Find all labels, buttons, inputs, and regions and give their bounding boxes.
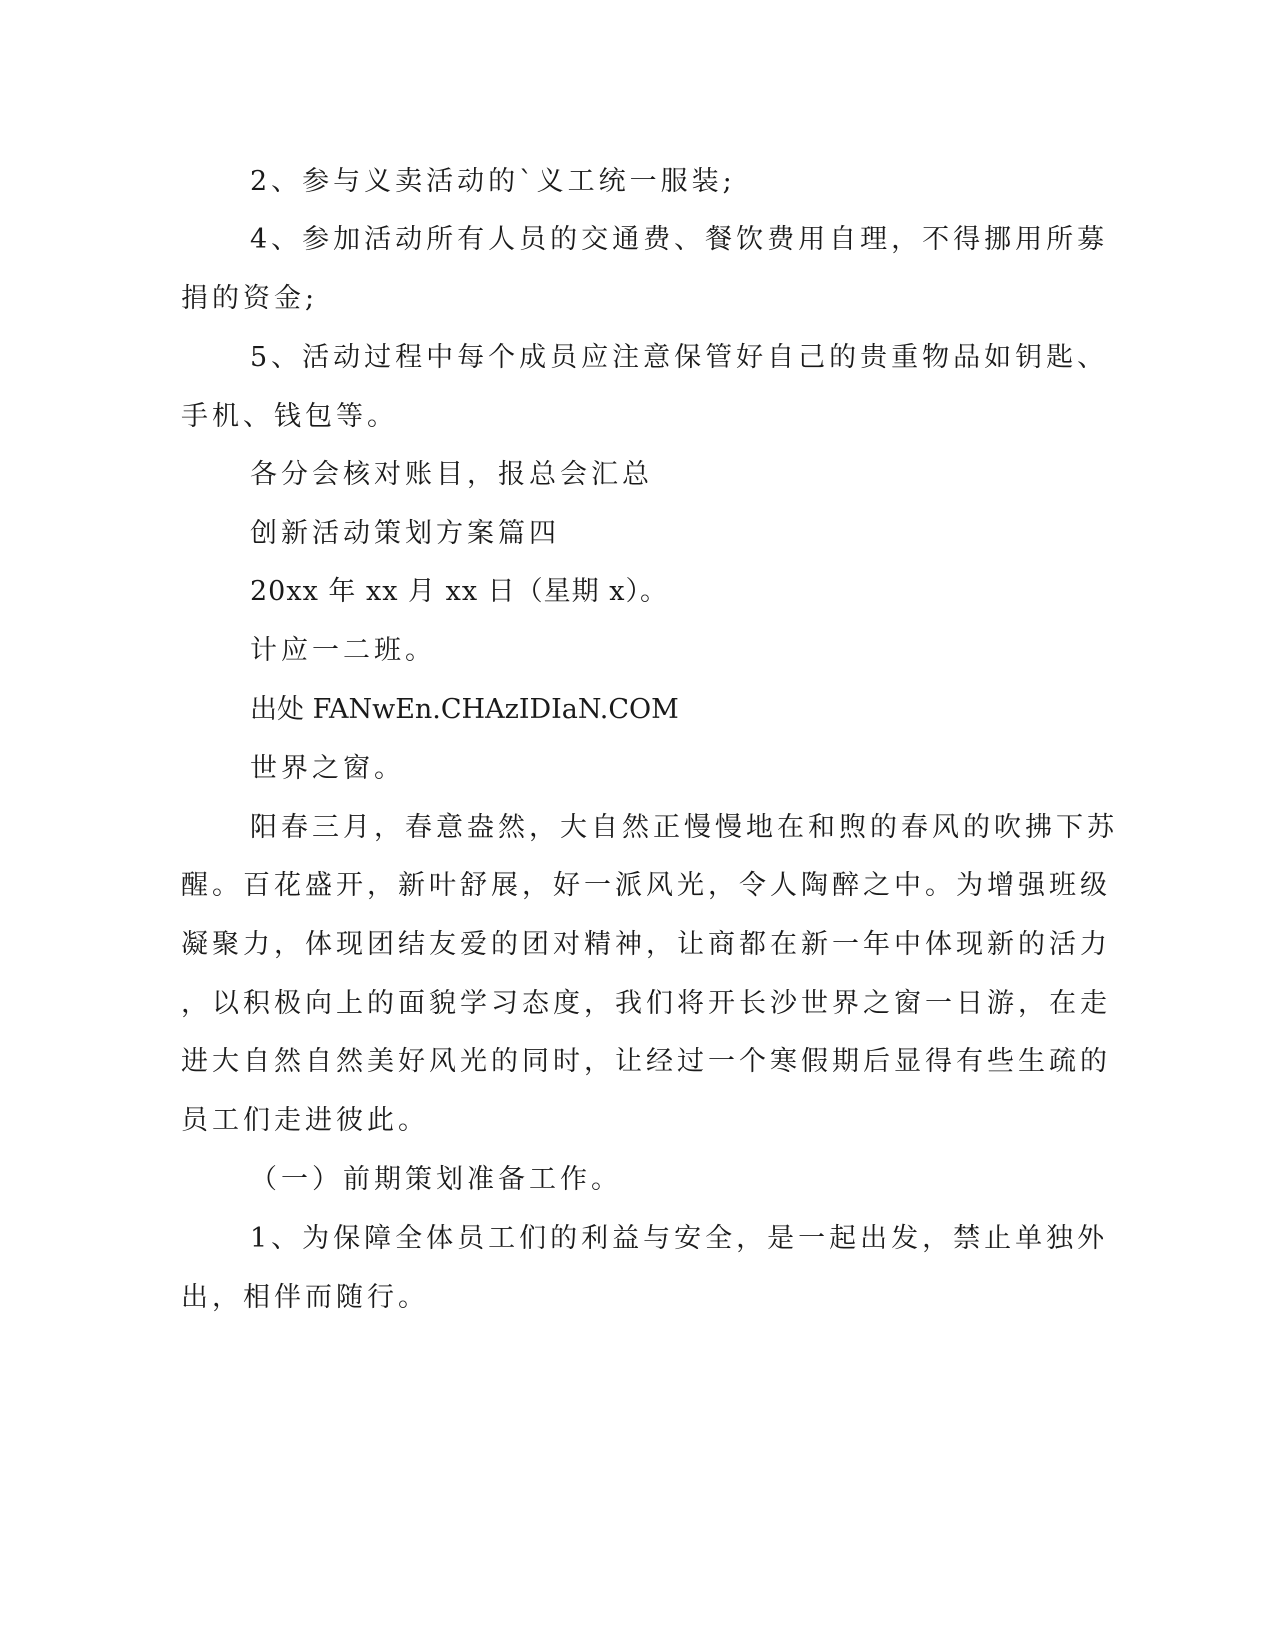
text-line: 进大自然自然美好风光的同时，让经过一个寒假期后显得有些生疏的 bbox=[181, 1046, 1111, 1077]
text-line: 醒。百花盛开，新叶舒展，好一派风光，令人陶醉之中。为增强班级 bbox=[181, 870, 1111, 901]
text-line: 计应一二班。 bbox=[250, 635, 436, 666]
text-line: 2、参与义卖活动的`义工统一服装; bbox=[250, 166, 736, 197]
text-line: 阳春三月，春意盎然，大自然正慢慢地在和煦的春风的吹拂下苏 bbox=[250, 812, 1118, 843]
text-line: 各分会核对账目，报总会汇总 bbox=[250, 459, 653, 490]
section-heading: 创新活动策划方案篇四 bbox=[250, 518, 560, 549]
text-line: 20xx 年 xx 月 xx 日（星期 x）。 bbox=[250, 576, 668, 607]
text-line: ，以积极向上的面貌学习态度，我们将开长沙世界之窗一日游，在走 bbox=[181, 988, 1111, 1019]
text-line: 凝聚力，体现团结友爱的团对精神，让商都在新一年中体现新的活力 bbox=[181, 929, 1111, 960]
text-line: 世界之窗。 bbox=[250, 753, 405, 784]
text-line: 手机、钱包等。 bbox=[181, 401, 398, 432]
text-line: 捐的资金; bbox=[181, 283, 319, 314]
text-line: 员工们走进彼此。 bbox=[181, 1105, 429, 1136]
text-line: 1、为保障全体员工们的利益与安全，是一起出发，禁止单独外 bbox=[250, 1223, 1109, 1254]
text-line: 5、活动过程中每个成员应注意保管好自己的贵重物品如钥匙、 bbox=[250, 342, 1109, 373]
text-line: 4、参加活动所有人员的交通费、餐饮费用自理，不得挪用所募 bbox=[250, 224, 1109, 255]
section-heading: （一）前期策划准备工作。 bbox=[250, 1164, 622, 1195]
text-line: 出，相伴而随行。 bbox=[181, 1282, 429, 1313]
source-line: 出处 FANwEn.CHAzIDIaN.COM bbox=[250, 694, 679, 725]
